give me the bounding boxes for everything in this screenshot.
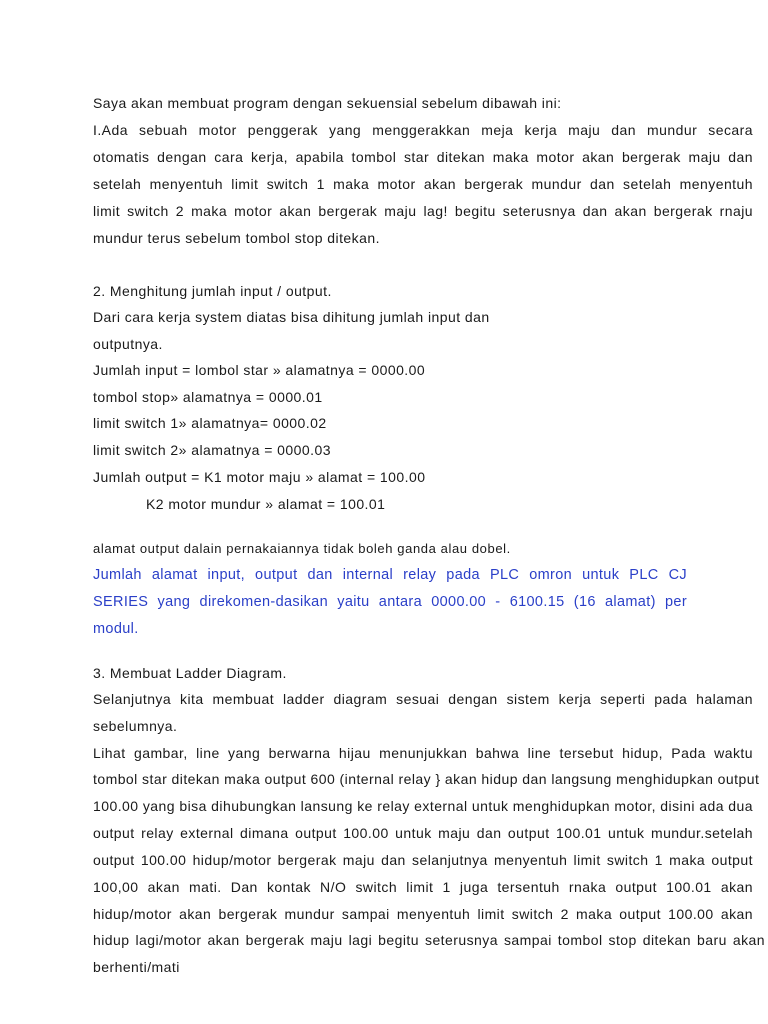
input-limit-2-line: limit switch 2» alamatnya = 0000.03: [93, 442, 331, 458]
blue-note-line-1: Jumlah alamat input, output dan internal relay pada PLC omron untuk PLC CJ: [93, 567, 687, 583]
section-3-line-3: Lihat gambar, line yang berwarna hijau menunjukkan bahwa line tersebut hidup, Pada waktu: [93, 745, 753, 761]
section-3-line-6: output relay external dimana output 100.00 untuk maju dan output 100.01 untuk mundur.setelah: [93, 825, 753, 841]
section-2-heading: 2. Menghitung jumlah input / output.: [93, 283, 332, 299]
input-stop-line: tombol stop» alamatnya = 0000.01: [93, 389, 323, 405]
section-1-line-3: setelah menyentuh limit switch 1 maka motor akan bergerak mundur dan setelah menyentuh: [93, 176, 753, 192]
section-3-line-7: output 100.00 hidup/motor bergerak maju dan selanjutnya menyentuh limit switch 1 maka output: [93, 852, 753, 868]
intro-line: Saya akan membuat program dengan sekuensial sebelum dibawah ini:: [93, 95, 562, 111]
section-2-line-2: outputnya.: [93, 336, 163, 352]
input-limit-1-line: limit switch 1» alamatnya= 0000.02: [93, 415, 327, 431]
section-1-line-2: otomatis dengan cara kerja, apabila tombol star ditekan maka motor akan bergerak maju dan: [93, 149, 753, 165]
section-3-line-9: hidup/motor akan bergerak mundur sampai menyentuh limit switch 2 maka output 100.00 akan: [93, 906, 753, 922]
section-3-heading: 3. Membuat Ladder Diagram.: [93, 665, 287, 681]
note-line: alamat output dalain pernakaiannya tidak boleh ganda alau dobel.: [93, 541, 511, 556]
output-k1-line: Jumlah output = K1 motor maju » alamat = 100.00: [93, 469, 426, 485]
input-star-line: Jumlah input = lombol star » alamatnya = 0000.00: [93, 362, 426, 378]
section-1-line-1: I.Ada sebuah motor penggerak yang menggerakkan meja kerja maju dan mundur secara: [93, 122, 753, 138]
blue-note-line-2: SERIES yang direkomen-dasikan yaitu antara 0000.00 - 6100.15 (16 alamat) per: [93, 594, 687, 610]
section-3-line-11: berhenti/mati: [93, 959, 180, 975]
section-3-line-10: hidup lagi/motor akan bergerak maju lagi begitu seterusnya sampai tombol stop ditekan baru akan: [93, 932, 765, 948]
output-k2-line: K2 motor mundur » alamat = 100.01: [146, 496, 386, 512]
section-3-line-1: Selanjutnya kita membuat ladder diagram sesuai dengan sistem kerja seperti pada halaman: [93, 691, 753, 707]
section-3-line-5: 100.00 yang bisa dihubungkan lansung ke relay external untuk menghidupkan motor, disini ada dua: [93, 798, 753, 814]
section-3-line-2: sebelumnya.: [93, 718, 178, 734]
section-2-line-1: Dari cara kerja system diatas bisa dihitung jumlah input dan: [93, 309, 490, 325]
blue-note-line-3: modul.: [93, 621, 139, 637]
section-3-line-4: tombol star ditekan maka output 600 (internal relay } akan hidup dan langsung menghidupkan output: [93, 771, 760, 787]
section-1-line-5: mundur terus sebelum tombol stop ditekan.: [93, 230, 380, 246]
section-1-line-4: limit switch 2 maka motor akan bergerak maju lag! begitu seterusnya dan akan bergerak rnaju: [93, 203, 753, 219]
section-3-line-8: 100,00 akan mati. Dan kontak N/O switch limit 1 juga tersentuh rnaka output 100.01 akan: [93, 879, 753, 895]
